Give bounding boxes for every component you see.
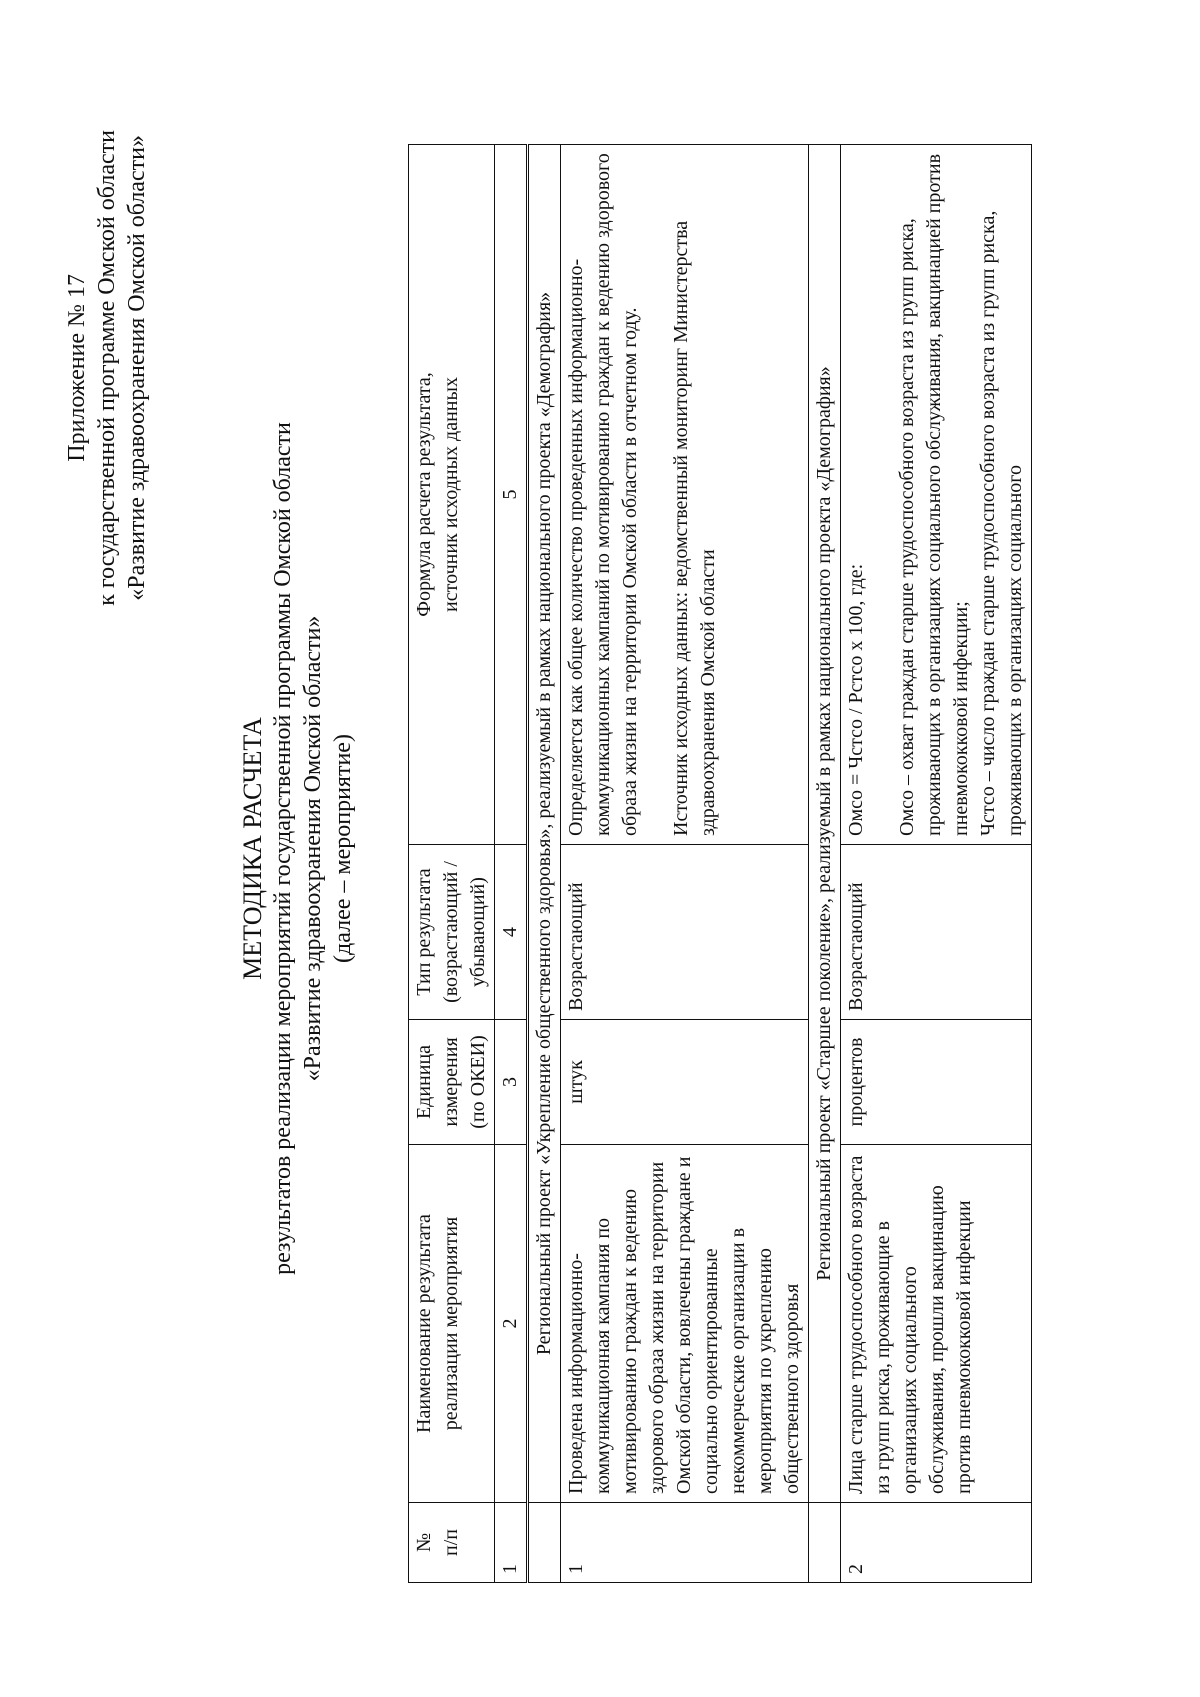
section-title-2: Региональный проект «Старшее поколение», реализуемый в рамках национального проекта «Демография» — [809, 145, 841, 1503]
section-spacer — [528, 1503, 561, 1583]
spacer — [870, 153, 894, 836]
table-row — [841, 145, 1032, 1583]
row-number: 2 — [841, 1503, 1032, 1583]
appendix-program: к государственной программе Омской области — [94, 130, 120, 606]
title-line-2: результатов реализации мероприятий государственной программы Омской области — [270, 422, 296, 1275]
result-name: Проведена информационно-коммуникационная кампания по мотивированию граждан к ведению здорового образа жизни на территории Омской области, вовлечены граждане и социально ориентированные некоммерческие организации в мероприятия по укреплению общественного здоровья — [561, 1145, 809, 1503]
header-name: Наименование результата реализации мероприятия — [409, 1145, 495, 1503]
result-source: Источник исходных данных: ведомственный мониторинг Министерства здравоохранения Омской области — [670, 220, 719, 836]
result-name: Лица старше трудоспособного возраста из групп риска, проживающие в организациях социального обслуживания, прошли вакцинацию против пневмококковой инфекции — [841, 1145, 1032, 1503]
header-number: № п/п — [409, 1503, 495, 1583]
row-number: 1 — [561, 1503, 809, 1583]
column-number-row — [495, 145, 528, 1583]
header-formula: Формула расчета результата, источник исходных данных — [409, 145, 495, 845]
spacer — [644, 153, 668, 836]
result-formula-cell — [841, 145, 1032, 845]
formula-definition-1: Омсо – охват граждан старше трудоспособного возраста из групп риска, проживающих в организациях социального обслуживания, вакцинацией против пневмококковой инфекции; — [896, 153, 972, 836]
table-row — [561, 145, 809, 1583]
appendix-number: Приложение № 17 — [64, 274, 90, 462]
section-row — [809, 145, 841, 1583]
document-title — [238, 0, 358, 1697]
column-number: 1 — [495, 1503, 528, 1583]
header-type: Тип результата (возрастающий / убывающий) — [409, 845, 495, 1020]
result-type: Возрастающий — [561, 845, 809, 1020]
column-number: 5 — [495, 145, 528, 845]
table-header-row — [409, 145, 495, 1583]
column-number: 2 — [495, 1145, 528, 1503]
appendix-program-name: «Развитие здравоохранения Омской области» — [124, 135, 150, 601]
column-number: 4 — [495, 845, 528, 1020]
result-type: Возрастающий — [841, 845, 1032, 1020]
result-unit: процентов — [841, 1020, 1032, 1145]
result-formula: Омсо = Чстсо / Рстсо х 100, где: — [845, 563, 867, 836]
column-number: 3 — [495, 1020, 528, 1145]
title-main: МЕТОДИКА РАСЧЕТА — [238, 717, 267, 980]
appendix-header — [62, 130, 152, 606]
method-table — [408, 144, 1032, 1583]
section-row — [528, 145, 561, 1583]
section-spacer — [809, 1503, 841, 1583]
header-unit: Единица измерения (по ОКЕИ) — [409, 1020, 495, 1145]
result-formula-cell — [561, 145, 809, 845]
title-line-4: (далее – мероприятие) — [330, 734, 356, 963]
formula-definition-2: Чстсо – число граждан старше трудоспособного возраста из групп риска, проживающих в организациях социального — [977, 210, 1026, 836]
section-title-1: Региональный проект «Укрепление общественного здоровья», реализуемый в рамках национального проекта «Демография» — [528, 145, 561, 1503]
result-formula: Определяется как общее количество проведенных информационно-коммуникационных кампаний по мотивированию граждан к ведению здорового образа жизни на территории Омской области в отчетном году. — [565, 153, 641, 836]
title-line-3: «Развитие здравоохранения Омской области» — [300, 615, 326, 1082]
result-unit: штук — [561, 1020, 809, 1145]
